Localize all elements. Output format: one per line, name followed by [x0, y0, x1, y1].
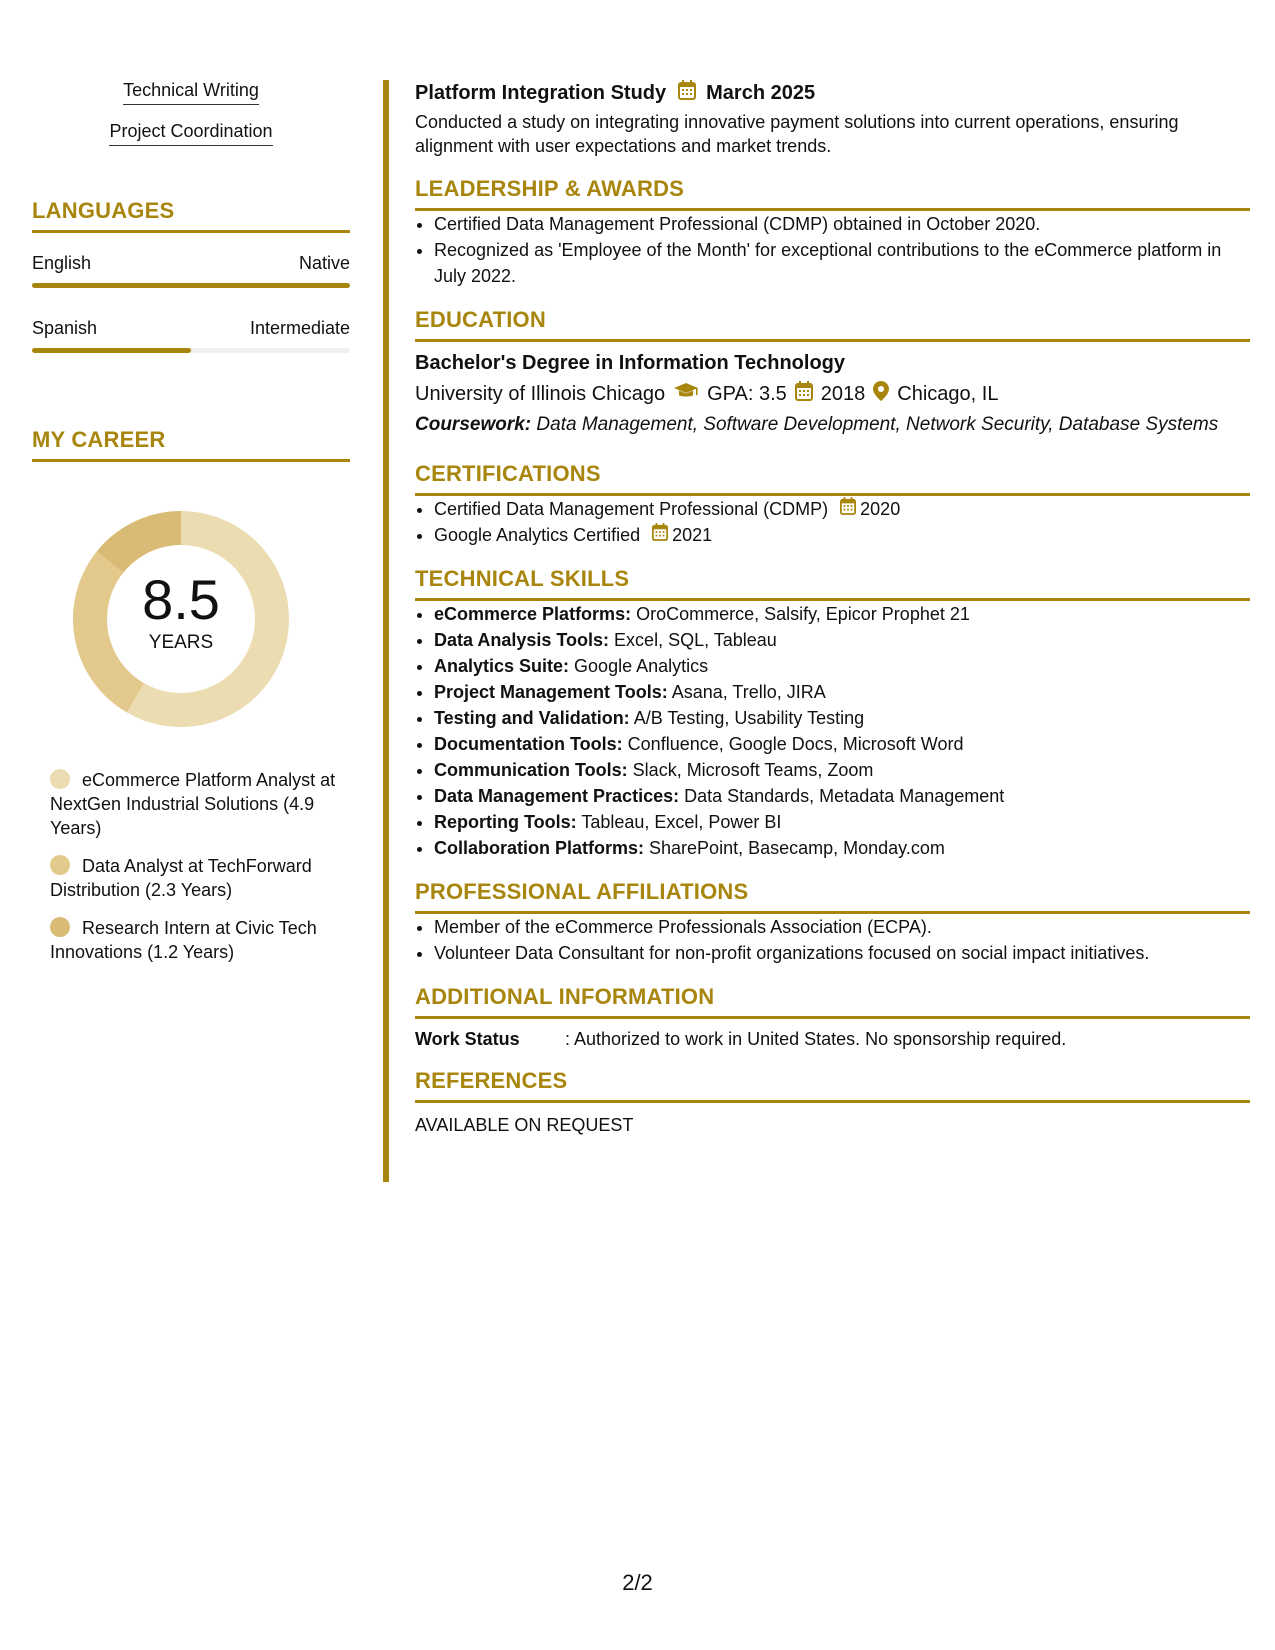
additional-info-section [415, 984, 1250, 1050]
languages-title: LANGUAGES [32, 198, 350, 233]
certifications-section [415, 461, 1250, 548]
education-degree: Bachelor's Degree in Information Technology [415, 352, 846, 374]
coursework-value: Data Management, Software Development, Network Security, Database Systems [531, 414, 1219, 435]
technical-skills-section [415, 566, 1250, 861]
language-bar [32, 283, 350, 288]
left-column [32, 80, 350, 978]
skill-tag-label: Project Coordination [109, 121, 272, 146]
language-row [32, 318, 350, 339]
career-donut-chart [66, 504, 296, 734]
skill-tag-label: Technical Writing [123, 80, 259, 105]
project-description: Conducted a study on integrating innovative payment solutions into current operations, ensuring alignment with user expectations and market trends. [415, 112, 1179, 156]
work-status-row [415, 1029, 1250, 1050]
page-number: 2/2 [622, 1570, 653, 1595]
education-location: Chicago, IL [897, 382, 999, 405]
cert-name: • Google Analytics Certified [434, 525, 641, 545]
list-item [434, 522, 1250, 548]
project-title: Platform Integration Study [415, 81, 667, 104]
leadership-title: LEADERSHIP & AWARDS [415, 176, 1250, 211]
list-item [434, 757, 1250, 783]
cert-name: • Certified Data Management Professional (CDMP) [434, 499, 829, 519]
list-item [434, 679, 1250, 705]
education-school: University of Illinois Chicago [415, 382, 666, 405]
additional-info-title: ADDITIONAL INFORMATION [415, 984, 1250, 1019]
calendar-icon [652, 522, 668, 548]
graduation-cap-icon [673, 382, 699, 406]
education-gpa: GPA: 3.5 [707, 382, 787, 405]
skill-tag [32, 121, 350, 146]
language-bar [32, 348, 350, 353]
legend-label: Research Intern at Civic Tech Innovations (1.2 Years) [50, 918, 317, 962]
skill-value: Asana, Trello, JIRA [667, 682, 826, 702]
list-item: • Certified Data Management Professional (CDMP) obtained in October 2020. [434, 211, 1250, 237]
skill-value: Data Standards, Metadata Management [679, 786, 1005, 806]
calendar-icon [840, 496, 856, 522]
certifications-title: CERTIFICATIONS [415, 461, 1250, 496]
career-total: 8.5 [142, 568, 220, 631]
language-bar-fill [32, 283, 350, 288]
skill-label: Project Management Tools: [434, 682, 668, 702]
skill-value: Tableau, Excel, Power BI [576, 812, 782, 832]
languages-section [32, 198, 350, 353]
skill-value: Slack, Microsoft Teams, Zoom [627, 760, 874, 780]
career-legend-item [50, 768, 340, 840]
skill-value: Confluence, Google Docs, Microsoft Word [622, 734, 964, 754]
affiliations-section [415, 879, 1250, 966]
skill-label: Analytics Suite: [434, 656, 570, 676]
coursework-label: Coursework: [415, 414, 532, 435]
language-name: Spanish [32, 318, 98, 338]
right-column [415, 80, 1250, 1137]
career-donut-center [66, 504, 296, 734]
project-entry [415, 80, 1250, 158]
legend-dot [50, 917, 70, 937]
leadership-list [415, 211, 1250, 289]
skill-value: OroCommerce, Salsify, Epicor Prophet 21 [631, 604, 970, 624]
skill-label: Testing and Validation: [434, 708, 630, 728]
column-divider [383, 80, 389, 1182]
references-text: AVAILABLE ON REQUEST [415, 1115, 634, 1135]
language-name: English [32, 253, 92, 273]
education-title: EDUCATION [415, 307, 1250, 342]
skill-value: SharePoint, Basecamp, Monday.com [644, 838, 945, 858]
references-section [415, 1068, 1250, 1137]
skill-label: Collaboration Platforms: [434, 838, 645, 858]
language-level: Intermediate [249, 318, 350, 338]
skill-label: Data Analysis Tools: [434, 630, 610, 650]
list-item: • Member of the eCommerce Professionals Association (ECPA). [434, 914, 1250, 940]
list-item [434, 627, 1250, 653]
list-item [434, 835, 1250, 861]
list-item [434, 783, 1250, 809]
list-item [434, 705, 1250, 731]
project-header [415, 80, 1250, 106]
technical-skills-title: TECHNICAL SKILLS [415, 566, 1250, 601]
education-year: 2018 [820, 382, 866, 405]
project-date: March 2025 [706, 81, 816, 104]
references-title: REFERENCES [415, 1068, 1250, 1103]
list-item: • Volunteer Data Consultant for non-profit organizations focused on social impact initiatives. [434, 940, 1250, 966]
certifications-list [415, 496, 1250, 548]
list-item [434, 496, 1250, 522]
skill-label: eCommerce Platforms: [434, 604, 632, 624]
career-legend-item [50, 854, 340, 902]
list-item [434, 653, 1250, 679]
career-unit: YEARS [148, 632, 214, 653]
cert-year: 2021 [672, 525, 713, 545]
education-meta [415, 381, 1250, 407]
skill-label: Communication Tools: [434, 760, 628, 780]
education-coursework [415, 413, 1250, 437]
education-section [415, 307, 1250, 437]
skill-tag [32, 80, 350, 105]
list-item [434, 731, 1250, 757]
career-title: MY CAREER [32, 427, 350, 462]
work-status-value: : Authorized to work in United States. No sponsorship required. [565, 1029, 1067, 1049]
affiliations-title: PROFESSIONAL AFFILIATIONS [415, 879, 1250, 914]
legend-label: Data Analyst at TechForward Distribution (2.3 Years) [50, 856, 312, 900]
list-item [434, 809, 1250, 835]
legend-dot [50, 769, 70, 789]
career-section [32, 427, 350, 964]
list-item: • Recognized as 'Employee of the Month' for exceptional contributions to the eCommerce platform in July 2022. [434, 237, 1250, 289]
language-level: Native [298, 253, 350, 273]
legend-label: eCommerce Platform Analyst at NextGen Industrial Solutions (4.9 Years) [50, 770, 336, 838]
map-pin-icon [873, 381, 889, 407]
skill-label: Documentation Tools: [434, 734, 623, 754]
leadership-section [415, 176, 1250, 289]
language-row [32, 253, 350, 274]
career-legend-item [50, 916, 340, 964]
work-status-key: Work Status [415, 1029, 520, 1049]
calendar-icon [678, 80, 696, 106]
skill-value: A/B Testing, Usability Testing [629, 708, 865, 728]
skill-label: Data Management Practices: [434, 786, 680, 806]
skill-label: Reporting Tools: [434, 812, 577, 832]
affiliations-list [415, 914, 1250, 966]
technical-skills-list [415, 601, 1250, 861]
calendar-icon [795, 381, 813, 407]
list-item [434, 601, 1250, 627]
skill-value: Excel, SQL, Tableau [609, 630, 777, 650]
language-bar-fill [32, 348, 191, 353]
cert-year: 2020 [860, 499, 901, 519]
skill-value: Google Analytics [569, 656, 709, 676]
legend-dot [50, 855, 70, 875]
career-legend [32, 768, 350, 964]
